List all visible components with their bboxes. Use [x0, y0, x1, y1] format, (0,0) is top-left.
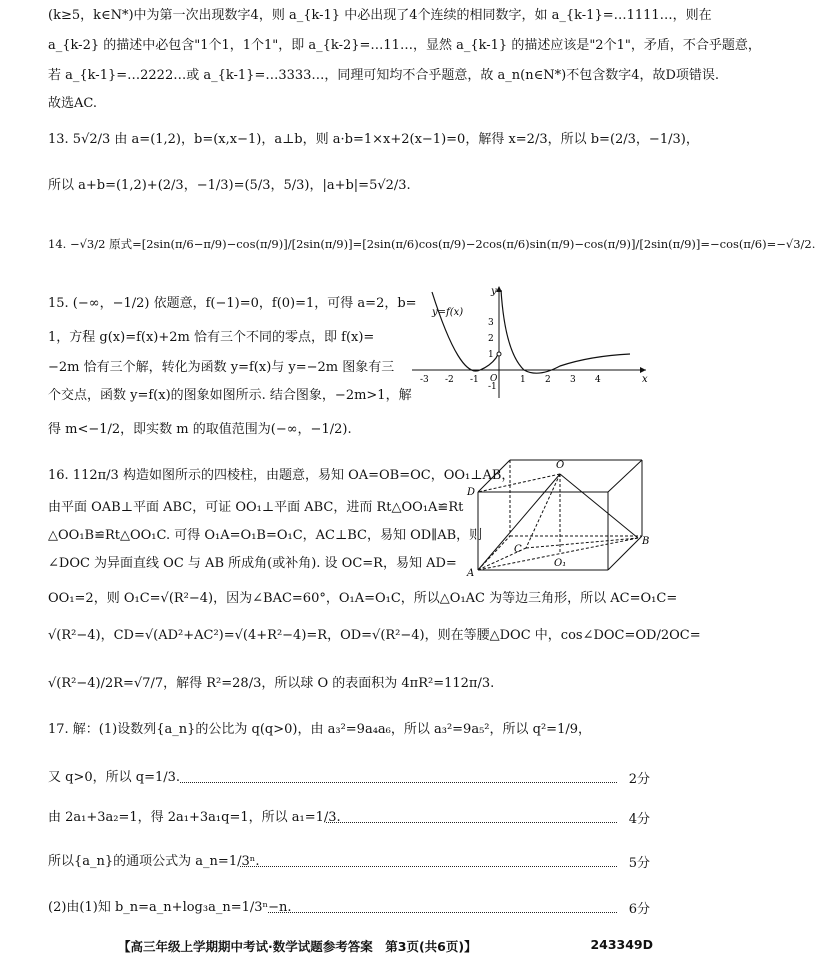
text-line: [48, 6, 712, 26]
y-tick-label: 1: [488, 350, 494, 360]
q16-text: ∠DOC 为异面直线 OC 与 AB 所成角(或补角). 设 OC=R，易知 AD=: [48, 556, 457, 571]
y-tick-label: 3: [488, 318, 494, 328]
text: 若 a_{k-1}=…2222…或 a_{k-1}=…3333…，同理可知均不合乎题意，故 a_n(n∈N*)不包含数字4，故D项错误.: [48, 68, 720, 83]
q17-text: (2)由(1)知 b_n=a_n+log₃a_n=1/3ⁿ−n.: [48, 900, 292, 915]
q13-line-1: [48, 130, 699, 150]
q13-text: 所以 a+b=(1,2)+(2/3，−1/3)=(5/3，5/3)，|a+b|=5√2/3.: [48, 178, 411, 193]
text-line: [48, 94, 97, 114]
text: 故选AC.: [48, 96, 98, 111]
dot-leader: [326, 822, 617, 823]
q14-line: [48, 234, 815, 254]
x-tick-label: -2: [445, 375, 454, 385]
q16-line-3: [48, 526, 482, 546]
q16-line-2: [48, 498, 463, 518]
q15-text: 1，方程 g(x)=f(x)+2m 恰有三个不同的零点，即 f(x)=: [48, 330, 375, 345]
label-b: B: [642, 536, 650, 547]
q16-line-4: [48, 554, 457, 574]
dot-leader: [268, 912, 617, 913]
label-a: A: [467, 568, 475, 579]
text-line: [48, 66, 719, 86]
q15-text: 得 m<−1/2，即实数 m 的取值范围为(−∞，−1/2).: [48, 422, 352, 437]
q17-line-4: [48, 852, 260, 872]
y-tick-label: 2: [488, 334, 494, 344]
q17-line-3: [48, 808, 341, 828]
label-d: D: [467, 487, 476, 498]
x-axis-label: x: [642, 374, 648, 385]
q15-line-2: [48, 328, 374, 348]
text-line: [48, 36, 761, 56]
q16-line-1: [48, 466, 514, 486]
score: 2分: [628, 772, 650, 787]
q15-text: −2m 恰有三个解，转化为函数 y=f(x)与 y=−2m 图象有三: [48, 360, 395, 375]
q16-text: 由平面 OAB⊥平面 ABC，可证 OO₁⊥平面 ABC，进而 Rt△OO₁A≌Rt: [48, 500, 464, 515]
x-tick-label: 4: [595, 375, 601, 385]
q13-text: 13. 5√2/3 由 a=(1,2)，b=(x,x−1)，a⊥b，则 a·b=1×x+2(x−1)=0，解得 x=2/3，所以 b=(2/3，−1/3)，: [48, 132, 699, 147]
x-axis-arrow: [640, 367, 646, 373]
origin-label: O: [490, 374, 498, 384]
q15-line-3: [48, 358, 394, 378]
q17-text: 由 2a₁+3a₂=1，得 2a₁+3a₁q=1，所以 a₁=1/3.: [48, 810, 341, 825]
label-o: O: [556, 460, 565, 471]
q16-text: OO₁=2，则 O₁C=√(R²−4)，因为∠BAC=60°，O₁A=O₁C，所以△O₁AC 为等边三角形，所以 AC=O₁C=: [48, 591, 678, 606]
x-tick-label: 1: [520, 375, 526, 385]
curve-right: [501, 290, 630, 373]
q15-text: 个交点，函数 y=f(x)的图象如图所示. 结合图象，−2m>1，解: [48, 388, 412, 403]
q17-text: 所以{a_n}的通项公式为 a_n=1/3ⁿ.: [48, 854, 260, 869]
q16-text: △OO₁B≌Rt△OO₁C. 可得 O₁A=O₁B=O₁C，AC⊥BC，易知 OD∥AB，则: [48, 528, 483, 543]
x-tick-label: 3: [570, 375, 576, 385]
q16-line-6: [48, 626, 701, 646]
dot-leader: [240, 866, 617, 867]
q17-text: 17. 解：(1)设数列{a_n}的公比为 q(q>0)，由 a₃²=9a₄a₆，所以 a₃²=9a₅²，所以 q²=1/9，: [48, 722, 591, 737]
q16-text: √(R²−4)，CD=√(AD²+AC²)=√(4+R²−4)=R，OD=√(R²−4)，则在等腰△DOC 中，cos∠DOC=OD/2OC=: [48, 628, 701, 643]
y-tick-label: -1: [488, 382, 497, 392]
q16-line-5: [48, 589, 677, 609]
dot-leader: [180, 782, 617, 783]
q15-line-4: [48, 386, 412, 406]
q16-text: √(R²−4)/2R=√7/7，解得 R²=28/3，所以球 O 的表面积为 4πR²=112π/3.: [48, 676, 495, 691]
q15-line-5: [48, 420, 352, 440]
curve-label: y=f(x): [432, 307, 464, 318]
q15-line-1: [48, 294, 417, 314]
q16-text: 16. 112π/3 构造如图所示的四棱柱，由题意，易知 OA=OB=OC，OO₁⊥AB，: [48, 468, 515, 483]
function-graph: [410, 282, 650, 402]
hollow-point: [497, 352, 501, 356]
y-axis-label: y: [491, 286, 497, 297]
score: 6分: [628, 902, 650, 917]
q15-text: 15. (−∞，−1/2) 依题意，f(−1)=0，f(0)=1，可得 a=2，b=: [48, 296, 417, 311]
q13-line-2: [48, 176, 411, 196]
q17-text: 又 q>0，所以 q=1/3.: [48, 770, 181, 785]
x-tick-label: 2: [545, 375, 551, 385]
footer-code: 243349D: [590, 937, 653, 952]
prism-figure: [466, 452, 662, 582]
q16-line-7: [48, 674, 494, 694]
q17-line-5: [48, 898, 292, 918]
q17-line-1: [48, 720, 591, 740]
label-o1: O₁: [554, 558, 567, 569]
text: (k≥5，k∈N*)中为第一次出现数字4，则 a_{k-1} 中必出现了4个连续的相同数字，如 a_{k-1}=…1111…，则在: [48, 8, 712, 23]
x-tick-label: -3: [420, 375, 429, 385]
footer-title: 【高三年级上学期期中考试·数学试题参考答案 第3页(共6页)】: [118, 939, 477, 954]
q14-text: 14. −√3/2 原式=[2sin(π/6−π/9)−cos(π/9)]/[2sin(π/9)]=[2sin(π/6)cos(π/9)−2cos(π/6)sin(π/9)−cos(π/9)]/[2sin(π/9)]=−cos(π/6)=−√3/2.: [48, 237, 815, 251]
x-tick-label: -1: [470, 375, 479, 385]
score: 4分: [628, 812, 650, 827]
text: a_{k-2} 的描述中必包含"1个1，1个1"，即 a_{k-2}=…11…，显然 a_{k-1} 的描述应该是"2个1"，矛盾，不合乎题意，: [48, 38, 761, 53]
label-c: C: [514, 544, 522, 555]
q17-line-2: [48, 768, 180, 788]
score: 5分: [628, 856, 650, 871]
